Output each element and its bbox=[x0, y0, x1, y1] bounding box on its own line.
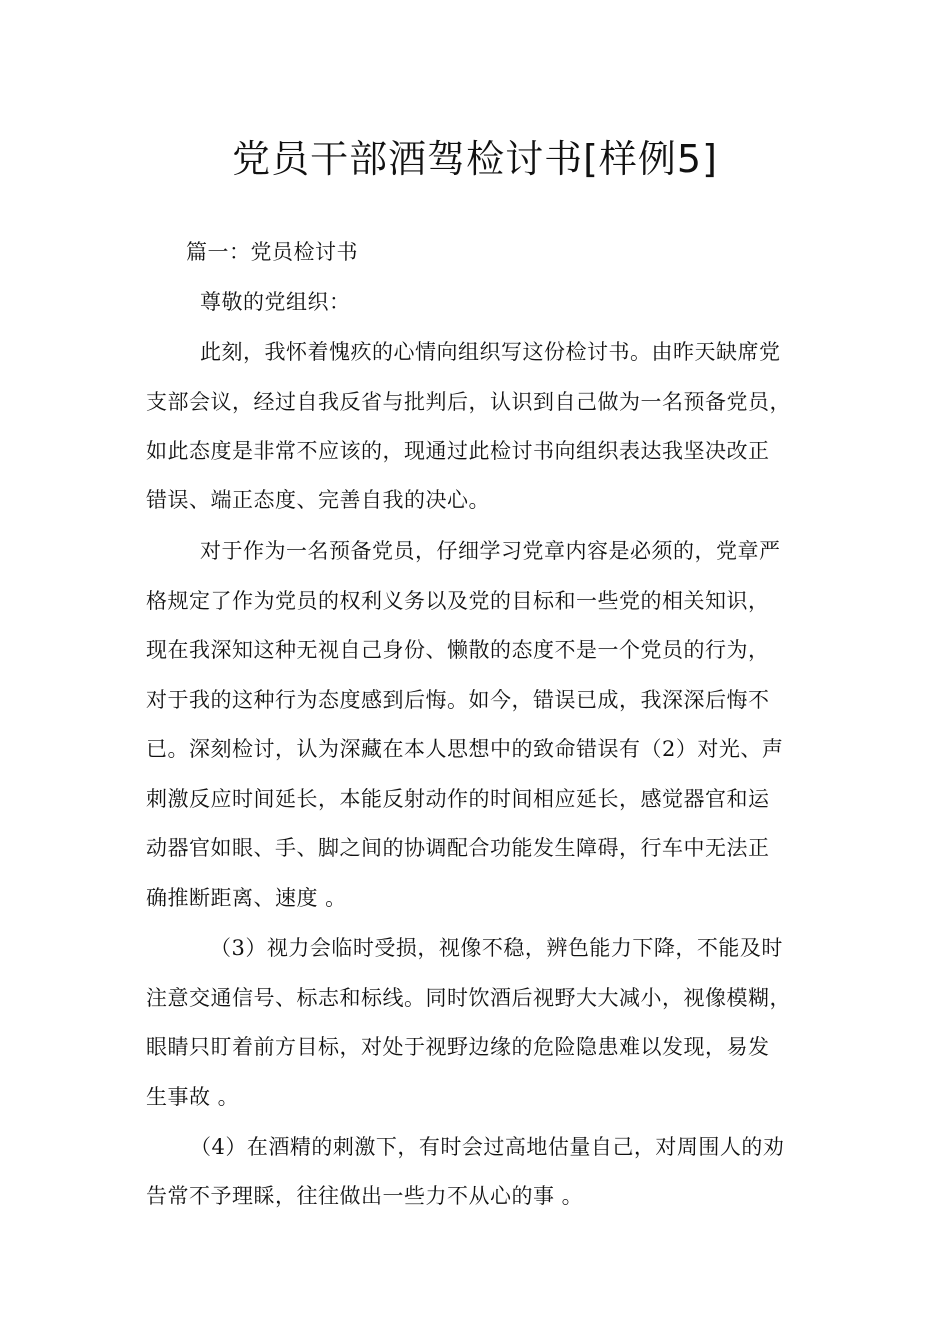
paragraph-line: 错误、端正态度、完善自我的决心。 bbox=[146, 488, 490, 512]
paragraph-line: （4）在酒精的刺激下，有时会过高地估量自己，对周围人的劝 bbox=[190, 1135, 785, 1159]
paragraph-line: （3）视力会临时受损，视像不稳，辨色能力下降，不能及时 bbox=[210, 936, 783, 960]
paragraph-line: 告常不予理睬，往往做出一些力不从心的事 。 bbox=[146, 1184, 584, 1208]
paragraph-line: 动器官如眼、手、脚之间的协调配合功能发生障碍，行车中无法正 bbox=[146, 836, 770, 860]
document-title: 党员干部酒驾检讨书[样例5] bbox=[232, 137, 718, 181]
paragraph-line: 对于作为一名预备党员，仔细学习党章内容是必须的，党章严 bbox=[200, 539, 781, 563]
paragraph-line: 确推断距离、速度 。 bbox=[146, 886, 347, 910]
paragraph-line: 此刻，我怀着愧疚的心情向组织写这份检讨书。由昨天缺席党 bbox=[200, 340, 781, 364]
paragraph-line: 对于我的这种行为态度感到后悔。如今，错误已成，我深深后悔不 bbox=[146, 688, 770, 712]
section-heading: 篇一：党员检讨书 bbox=[186, 240, 358, 264]
paragraph-line: 眼睛只盯着前方目标，对处于视野边缘的危险隐患难以发现，易发 bbox=[146, 1035, 770, 1059]
paragraph-line: 注意交通信号、标志和标线。同时饮酒后视野大大减小，视像模糊， bbox=[146, 986, 791, 1010]
paragraph-line: 已。深刻检讨，认为深藏在本人思想中的致命错误有（2）对光、声 bbox=[146, 737, 784, 761]
salutation: 尊敬的党组织： bbox=[200, 290, 351, 314]
paragraph-line: 支部会议，经过自我反省与批判后，认识到自己做为一名预备党员， bbox=[146, 390, 791, 414]
paragraph-line: 刺激反应时间延长，本能反射动作的时间相应延长，感觉器官和运 bbox=[146, 787, 770, 811]
paragraph-line: 如此态度是非常不应该的，现通过此检讨书向组织表达我坚决改正 bbox=[146, 439, 770, 463]
paragraph-line: 格规定了作为党员的权利义务以及党的目标和一些党的相关知识， bbox=[146, 589, 770, 613]
paragraph-line: 现在我深知这种无视自己身份、懒散的态度不是一个党员的行为， bbox=[146, 638, 770, 662]
paragraph-line: 生事故 。 bbox=[146, 1085, 240, 1109]
